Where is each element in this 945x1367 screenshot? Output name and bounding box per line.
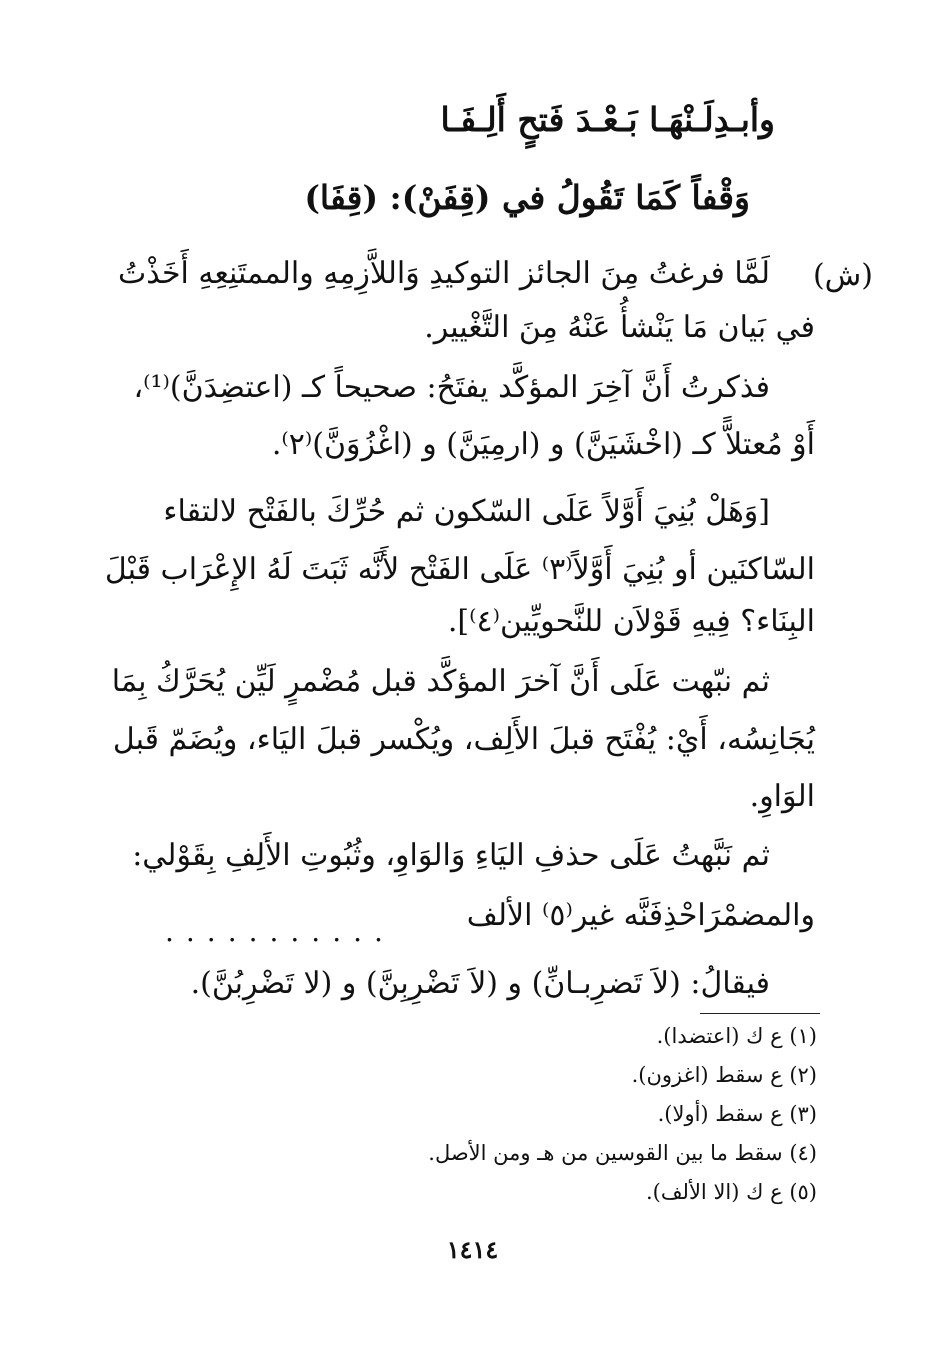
footnote-2: (٢) ع سقط (اغزون). (631, 1063, 817, 1087)
page-number: ١٤١٤ (446, 1235, 499, 1264)
paragraph-1-line-2: في بَيان مَا يَنْشأُ عَنْهُ مِنَ التَّغْيير. (424, 310, 815, 345)
verse-line-2: وَقْفاً كَمَا تَقُولُ في (قِفَنْ): (قِفَا) (304, 178, 750, 217)
footnote-5: (٥) ع ك (الا الألف). (645, 1180, 817, 1204)
paragraph-6-line-1: فيقالُ: (لاَ تَضرِبـانِّ) و (لاَ تَضْرِبِنَّ) و (لا تَضْرِبُنَّ). (190, 966, 770, 1001)
commentary-marker: (ش) (812, 258, 873, 293)
paragraph-3-line-3: البِنَاء؟ فِيهِ قَوْلاَن للنَّحويِّين⁽٤⁾]. (447, 604, 815, 639)
paragraph-3-line-2: السّاكنَين أو بُنِيَ أَوَّلاً⁽٣⁾ عَلَى الفَتْح لأَنَّه ثَبَتَ لَهُ الإِعْرَاب قَبْلَ (104, 552, 815, 587)
paragraph-5-line-1: ثم نَبَّهتُ عَلَى حذفِ اليَاءِ وَالوَاوِ، وثُبُوتِ الأَلِفِ بِقَوْلي: (132, 838, 770, 873)
paragraph-1-line-1: لَمَّا فرغتُ مِنَ الجائز التوكيدِ وَاللاَّزِمِهِ والممتَنِعِهِ أَخَذْتُ (117, 256, 770, 291)
footnote-divider (700, 1013, 820, 1014)
quoted-verse-line: والمضمْرَاحْذِفَنَّه غير⁽٥⁾ الألف (466, 898, 815, 933)
paragraph-3-line-1: [وَهَلْ بُنِيَ أَوَّلاً عَلَى السّكون ثم حُرِّكَ بالفَتْح لالتقاء (163, 494, 770, 529)
footnote-4: (٤) سقط ما بين القوسين من هـ ومن الأصل. (428, 1141, 817, 1165)
paragraph-2-line-2: أَوْ مُعتلاًّ كـ (اخْشَيَنَّ) و (ارمِيَنَّ) و (اغْزُوَنَّ)⁽٢⁾. (271, 427, 815, 462)
paragraph-4-line-1: ثم نبّهت عَلَى أَنَّ آخرَ المؤكَّد قبل مُضْمرٍ لَيِّن يُحَرَّكُ بِمَا (111, 664, 770, 699)
verse-line-1: وأبـدِلَـنْهَـا بَـعْـدَ فَتحٍ أَلِـفَـا (440, 100, 775, 139)
ellipsis-dots: ........... (165, 915, 395, 948)
footnote-3: (٣) ع سقط (أولا). (657, 1102, 817, 1126)
paragraph-2-line-1: فذكرتُ أَنَّ آخِرَ المؤكَّد يفتَحُ: صحيحاً كـ (اعتضِدَنَّ)⁽¹⁾، (133, 370, 770, 405)
paragraph-4-line-2: يُجَانِسُه، أَيْ: يُفْتَح قبلَ الأَلِف، ويُكْسر قبلَ اليَاء، ويُضَمّ قَبل (112, 722, 815, 757)
paragraph-4-line-3: الوَاوِ. (749, 779, 815, 814)
footnote-1: (١) ع ك (اعتضدا). (656, 1024, 817, 1048)
